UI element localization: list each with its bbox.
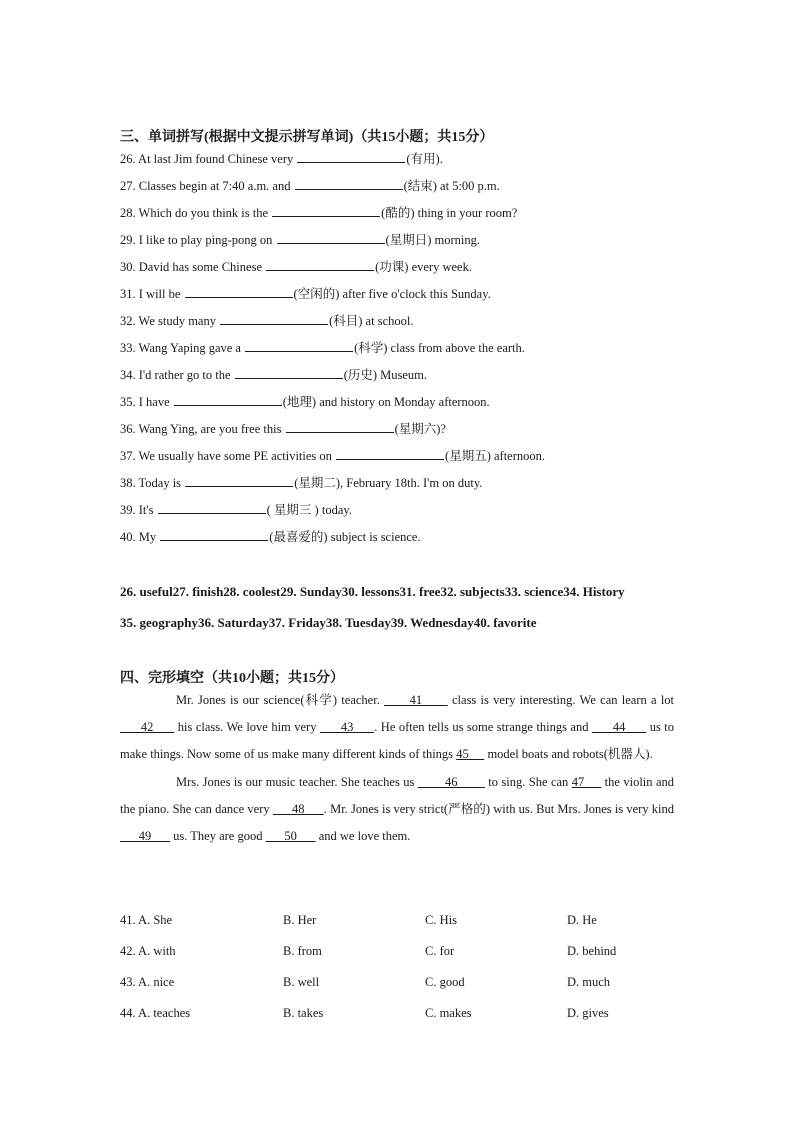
passage-text: class is very interesting. We can learn a lot	[447, 693, 675, 707]
option-choice[interactable]: 41. A. She	[120, 913, 173, 927]
spelling-question	[120, 473, 482, 491]
passage-text: . He often tells us some strange things and	[374, 720, 592, 735]
option-choice[interactable]: D. behind	[567, 944, 617, 958]
question-hint: ( 星期三 ) today.	[266, 503, 352, 517]
cloze-paragraph-2	[120, 769, 674, 851]
spelling-question	[120, 284, 491, 302]
passage-text: his class. We love him very	[174, 720, 320, 735]
question-text: 35. I have	[120, 395, 173, 409]
question-text: 40. My	[120, 530, 160, 544]
option-choice[interactable]: D. gives	[567, 1006, 609, 1020]
cloze-blank: 50	[265, 829, 316, 844]
option-choice[interactable]: B. well	[283, 975, 320, 989]
option-choice[interactable]: 43. A. nice	[120, 975, 175, 989]
cloze-blank: 49	[120, 829, 170, 844]
cloze-paragraph-1	[120, 687, 674, 769]
option-row	[120, 1004, 680, 1022]
option-choice[interactable]: C. His	[425, 913, 457, 927]
question-text: 30. David has some Chinese	[120, 260, 266, 274]
question-text: 33. Wang Yaping gave a	[120, 341, 245, 355]
passage-text: . Mr. Jones is very strict(严格的) with us. But Mrs. Jones is very kind	[323, 801, 674, 816]
cloze-blank: 46	[417, 774, 485, 789]
question-text: 36. Wang Ying, are you free this	[120, 422, 285, 436]
passage-text: Mr. Jones is our science(科学) teacher.	[176, 693, 385, 707]
question-hint: (科学) class from above the earth.	[354, 341, 525, 355]
cloze-blank: 42	[120, 720, 175, 735]
answer-blank[interactable]	[245, 338, 353, 352]
answer-key-line-2: 35. geography36. Saturday37. Friday38. Tuesday39. Wednesday40. favorite	[120, 615, 537, 630]
answer-blank[interactable]	[160, 527, 268, 541]
passage-text: to sing. She can	[484, 774, 572, 789]
option-row	[120, 942, 680, 960]
question-hint: (历史) Museum.	[343, 368, 428, 382]
spelling-question	[120, 230, 480, 248]
question-text: 31. I will be	[120, 287, 184, 301]
question-text: 27. Classes begin at 7:40 a.m. and	[120, 179, 294, 193]
cloze-blank: 47	[571, 774, 602, 789]
question-hint: (结束) at 5:00 p.m.	[403, 179, 500, 193]
spelling-question	[120, 311, 413, 329]
option-choice[interactable]: 44. A. teaches	[120, 1006, 191, 1020]
answer-blank[interactable]	[185, 284, 293, 298]
section4-heading: 四、完形填空（共10小题；共15分）	[120, 671, 344, 686]
option-choice[interactable]: B. from	[283, 944, 322, 958]
cloze-blank: 48	[272, 801, 324, 816]
answer-blank[interactable]	[220, 311, 328, 325]
question-hint: (空闲的) after five o'clock this Sunday.	[293, 287, 491, 301]
question-hint: (酷的) thing in your room?	[381, 206, 518, 220]
passage-text: us. They are good	[170, 829, 266, 844]
cloze-blank: 41	[384, 693, 448, 707]
cloze-blank: 43	[319, 720, 375, 735]
spelling-question	[120, 203, 517, 221]
passage-text: the violin and the piano. She can dance very	[120, 774, 674, 816]
question-hint: (有用).	[406, 152, 443, 166]
option-choice[interactable]: D. much	[567, 975, 611, 989]
passage-text: model boats and robots(机器人).	[484, 747, 653, 762]
answer-blank[interactable]	[277, 230, 385, 244]
spelling-question	[120, 446, 545, 464]
question-hint: (地理) and history on Monday afternoon.	[282, 395, 490, 409]
spelling-question	[120, 149, 443, 167]
answer-blank[interactable]	[266, 257, 374, 271]
question-hint: (星期五) afternoon.	[445, 449, 546, 463]
spelling-question	[120, 392, 490, 410]
question-hint: (功课) every week.	[375, 260, 472, 274]
answer-blank[interactable]	[297, 149, 405, 163]
question-text: 37. We usually have some PE activities on	[120, 449, 336, 463]
answer-blank[interactable]	[272, 203, 380, 217]
answer-blank[interactable]	[336, 446, 444, 460]
passage-text: and we love them.	[315, 829, 411, 844]
passage-text: Mrs. Jones is our music teacher. She teaches us	[176, 774, 418, 789]
question-hint: (星期日) morning.	[385, 233, 480, 247]
question-text: 29. I like to play ping-pong on	[120, 233, 276, 247]
question-text: 34. I'd rather go to the	[120, 368, 234, 382]
option-choice[interactable]: C. good	[425, 975, 465, 989]
question-hint: (科目) at school.	[329, 314, 414, 328]
spelling-question	[120, 257, 472, 275]
question-hint: (最喜爱的) subject is science.	[269, 530, 421, 544]
option-row	[120, 973, 680, 991]
answer-blank[interactable]	[158, 500, 266, 514]
question-text: 28. Which do you think is the	[120, 206, 272, 220]
spelling-question	[120, 338, 525, 356]
question-hint: (星期二), February 18th. I'm on duty.	[294, 476, 483, 490]
cloze-blank: 45	[456, 747, 485, 762]
answer-blank[interactable]	[185, 473, 293, 487]
answer-blank[interactable]	[286, 419, 394, 433]
spelling-question	[120, 365, 427, 383]
option-row	[120, 911, 680, 929]
answer-blank[interactable]	[295, 176, 403, 190]
section3-heading: 三、单词拼写(根据中文提示拼写单词)（共15小题；共15分）	[120, 130, 494, 145]
spelling-question	[120, 176, 500, 194]
option-choice[interactable]: B. takes	[283, 1006, 324, 1020]
option-choice[interactable]: C. makes	[425, 1006, 472, 1020]
option-choice[interactable]: D. He	[567, 913, 597, 927]
question-text: 32. We study many	[120, 314, 220, 328]
spelling-question	[120, 500, 352, 518]
cloze-passage	[120, 687, 674, 850]
option-choice[interactable]: 42. A. with	[120, 944, 176, 958]
spelling-question	[120, 527, 421, 545]
question-text: 38. Today is	[120, 476, 185, 490]
option-choice[interactable]: B. Her	[283, 913, 317, 927]
question-text: 39. It's	[120, 503, 157, 517]
question-text: 26. At last Jim found Chinese very	[120, 152, 297, 166]
answer-blank[interactable]	[174, 392, 282, 406]
option-choice[interactable]: C. for	[425, 944, 455, 958]
passage-text: us to make things. Now some of us make many different kinds of things	[120, 720, 675, 762]
answer-blank[interactable]	[235, 365, 343, 379]
spelling-question	[120, 419, 446, 437]
question-hint: (星期六)?	[394, 422, 446, 436]
cloze-blank: 44	[591, 720, 647, 735]
answer-key-line-1: 26. useful27. finish28. coolest29. Sunday30. lessons31. free32. subjects33. science34. History	[120, 584, 625, 599]
